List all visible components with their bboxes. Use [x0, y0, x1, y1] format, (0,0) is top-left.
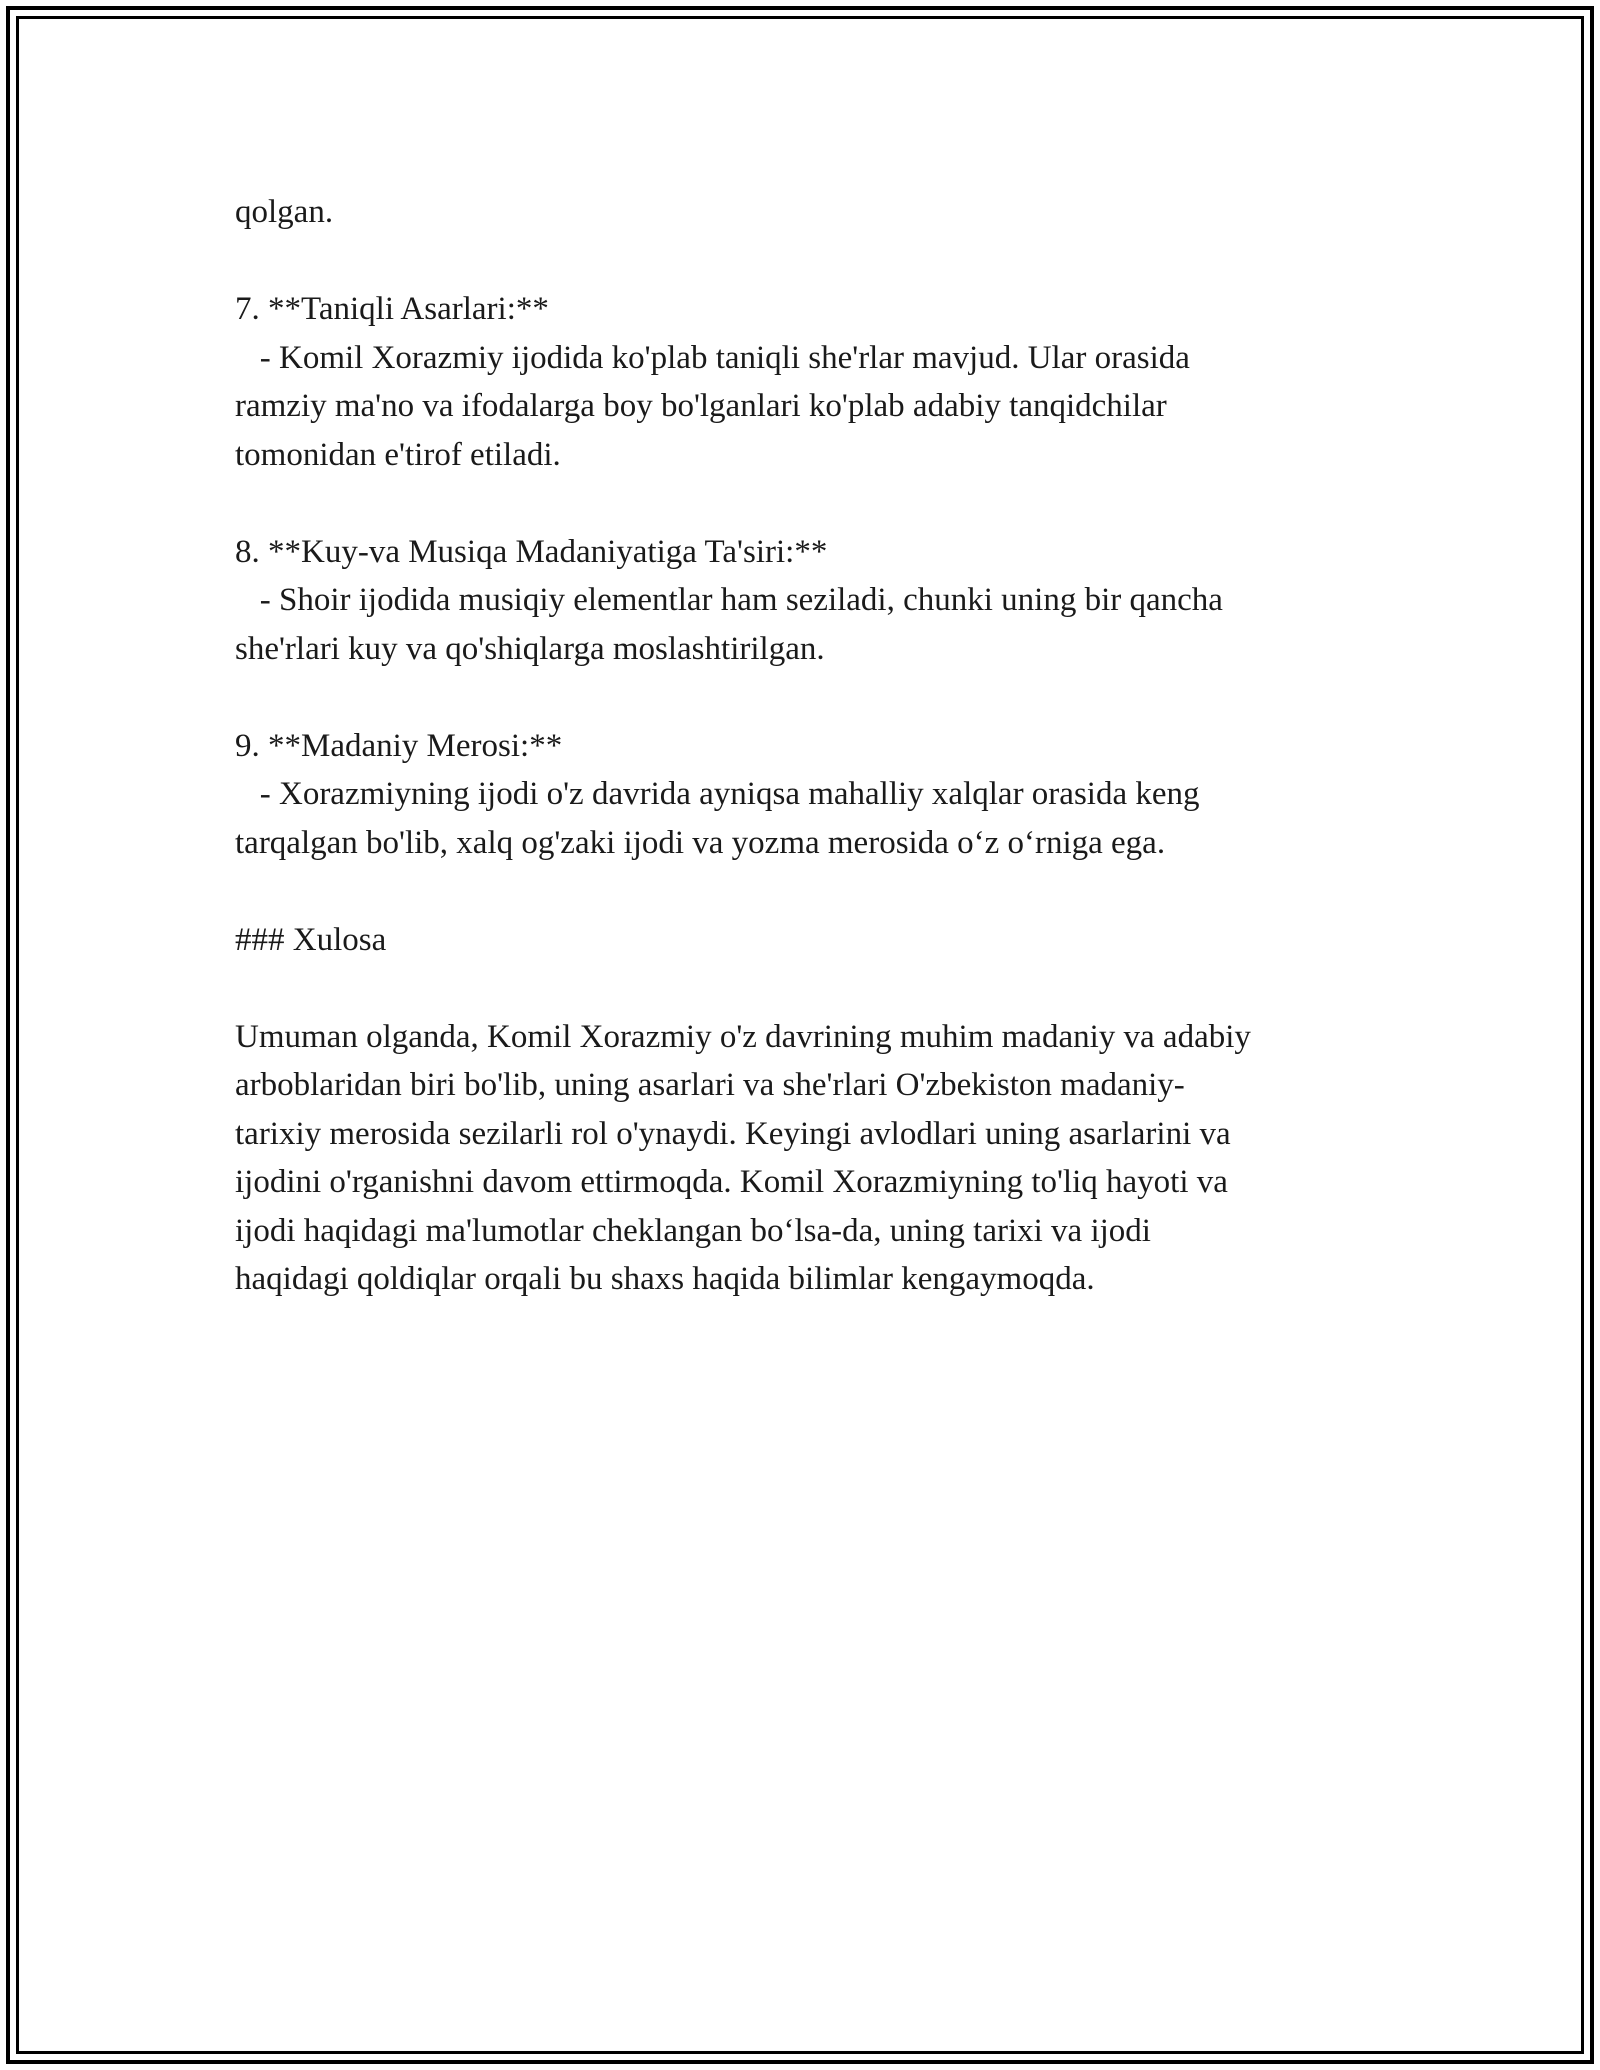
blank-line	[235, 479, 1385, 528]
text-line: qolgan.	[235, 194, 334, 230]
section-heading-musiqa-madaniyati: 8. **Kuy-va Musiqa Madaniyatiga Ta'siri:**	[235, 533, 828, 570]
text-line: tarixiy merosida sezilarli rol o'ynaydi. Keyingi avlodlari uning asarlarini va	[235, 1115, 1231, 1152]
text-line: she'rlari kuy va qo'shiqlarga moslashtirilgan.	[235, 630, 825, 667]
text-line: - Komil Xorazmiy ijodida ko'plab taniqli she'rlar mavjud. Ular orasida	[235, 339, 1190, 376]
text-line: Umuman olganda, Komil Xorazmiy o'z davrining muhim madaniy va adabiy	[235, 1018, 1251, 1055]
text-line: ramziy ma'no va ifodalarga boy bo'lganlari ko'plab adabiy tanqidchilar	[235, 388, 1167, 424]
blank-line	[235, 964, 1385, 1013]
text-line: ijodini o'rganishni davom ettirmoqda. Komil Xorazmiyning to'liq hayoti va	[235, 1164, 1228, 1200]
text-line: ijodi haqidagi ma'lumotlar cheklangan bo‘lsa-da, uning tarixi va ijodi	[235, 1212, 1151, 1249]
text-line: - Xorazmiyning ijodi o'z davrida ayniqsa mahalliy xalqlar orasida keng	[235, 776, 1200, 812]
section-heading-taniqli-asarlari: 7. **Taniqli Asarlari:**	[235, 291, 549, 327]
section-heading-madaniy-merosi: 9. **Madaniy Merosi:**	[235, 727, 563, 764]
text-line: arboblaridan biri bo'lib, uning asarlari va she'rlari O'zbekiston madaniy-	[235, 1067, 1185, 1103]
text-line: haqidagi qoldiqlar orqali bu shaxs haqida bilimlar kengaymoqda.	[235, 1261, 1095, 1297]
text-line: tomonidan e'tirof etiladi.	[235, 436, 561, 473]
blank-line	[235, 673, 1385, 722]
blank-line	[235, 237, 1385, 286]
document-body	[235, 188, 1385, 1304]
text-line: tarqalgan bo'lib, xalq og'zaki ijodi va yozma merosida o‘z o‘rniga ega.	[235, 824, 1166, 861]
section-heading-xulosa: ### Xulosa	[235, 921, 387, 958]
blank-line	[235, 867, 1385, 916]
text-line: - Shoir ijodida musiqiy elementlar ham seziladi, chunki uning bir qancha	[235, 582, 1223, 618]
